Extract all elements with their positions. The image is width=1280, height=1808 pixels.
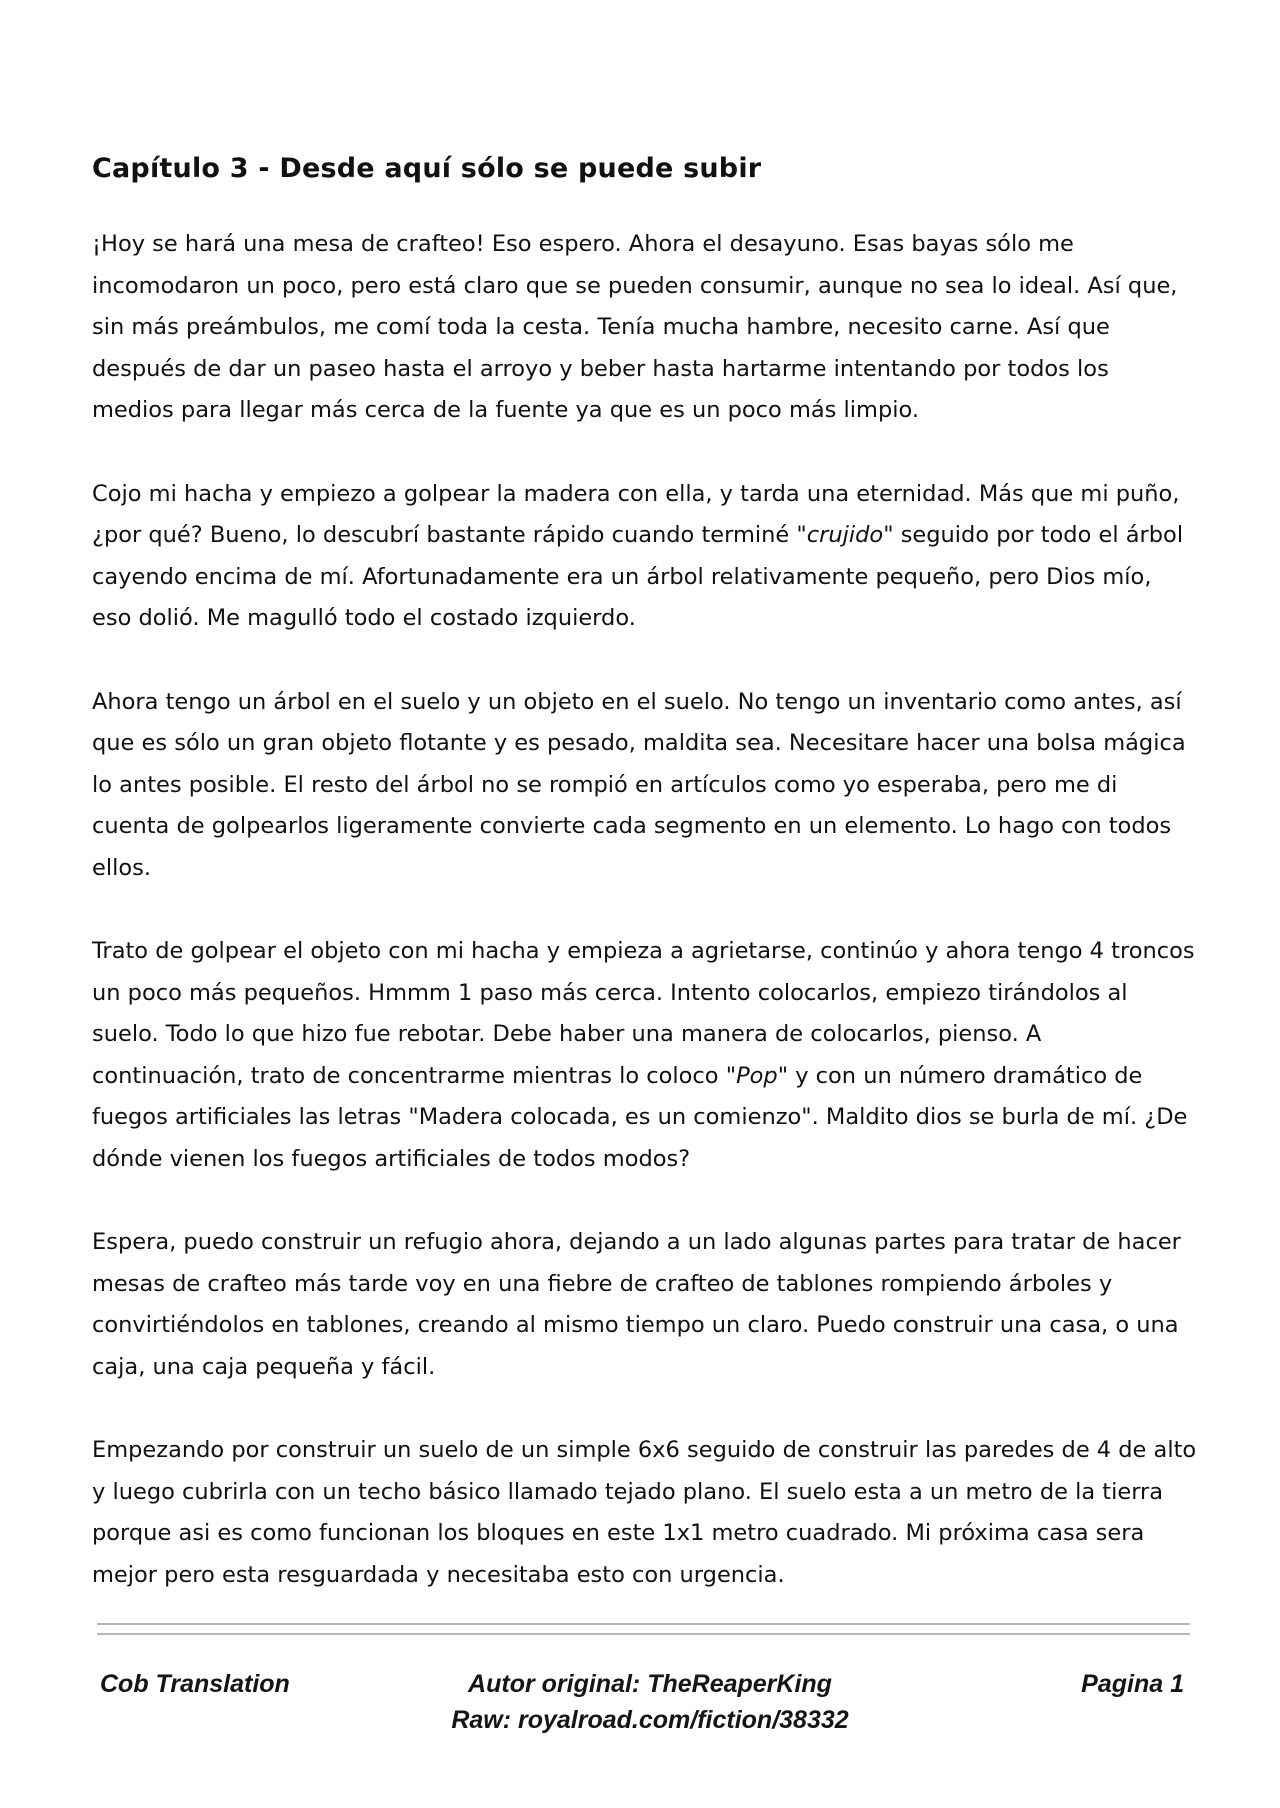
paragraph-4-italic-word: Pop <box>736 1062 778 1089</box>
paragraph-2-italic-word: crujido <box>806 522 884 549</box>
paragraph-6: Empezando por construir un suelo de un simple 6x6 seguido de construir las paredes de 4 de alto y luego cubrirla con un techo básico llamado tejado plano. El suelo esta a un metro de la tierra porque asi es como funcionan los bloques en este 1x1 metro cuadrado. Mi próxima casa sera mejor pero esta resguardada y necesitaba esto con urgencia. <box>92 1437 1197 1588</box>
paragraph-2 <box>92 474 1197 640</box>
footer-translator: Cob Translation <box>100 1670 290 1698</box>
paragraph-4 <box>92 931 1197 1181</box>
paragraph-4-text-after: " y con un número dramático de fuegos artificiales las letras "Madera colocada, es un comienzo". Maldito dios se burla de mí. ¿De dónde vienen los fuegos artificiales de todos modos? <box>92 1062 1188 1173</box>
paragraph-2-text-before: Cojo mi hacha y empiezo a golpear la madera con ella, y tarda una eternidad. Más que mi puño, ¿por qué? Bueno, lo descubrí bastante rápido cuando terminé " <box>92 480 1180 549</box>
paragraph-2-text-after: " seguido por todo el árbol cayendo encima de mí. Afortunadamente era un árbol relativamente pequeño, pero Dios mío, eso dolió. Me magulló todo el costado izquierdo. <box>92 522 1184 632</box>
paragraph-4-text-before: Trato de golpear el objeto con mi hacha y empieza a agrietarse, continúo y ahora tengo 4 troncos un poco más pequeños. Hmmm 1 paso más cerca. Intento colocarlos, empiezo tirándolos al suelo. Todo lo que hizo fue rebotar. Debe haber una manera de colocarlos, pienso. A continuación, trato de concentrarme mientras lo coloco " <box>92 938 1195 1089</box>
footer-page-number: Pagina 1 <box>1081 1670 1184 1698</box>
footer-raw-source: Raw: royalroad.com/fiction/38332 <box>451 1706 849 1734</box>
paragraph-1: ¡Hoy se hará una mesa de crafteo! Eso espero. Ahora el desayuno. Esas bayas sólo me incomodaron un poco, pero está claro que se pueden consumir, aunque no sea lo ideal. Así que, sin más preámbulos, me comí toda la cesta. Tenía mucha hambre, necesito carne. Así que después de dar un paseo hasta el arroyo y beber hasta hartarme intentando por todos los medios para llegar más cerca de la fuente ya que es un poco más limpio. <box>92 231 1178 424</box>
footer-original-author: Autor original: TheReaperKing <box>468 1670 832 1698</box>
paragraph-5: Espera, puedo construir un refugio ahora, dejando a un lado algunas partes para tratar de hacer mesas de crafteo más tarde voy en una fiebre de crafteo de tablones rompiendo árboles y convirtiéndolos en tablones, creando al mismo tiempo un claro. Puedo construir una casa, o una caja, una caja pequeña y fácil. <box>92 1229 1181 1381</box>
paragraph-3: Ahora tengo un árbol en el suelo y un objeto en el suelo. No tengo un inventario como antes, así que es sólo un gran objeto flotante y es pesado, maldita sea. Necesitare hacer una bolsa mágica lo antes posible. El resto del árbol no se rompió en artículos como yo esperaba, pero me di cuenta de golpearlos ligeramente convierte cada segmento en un elemento. Lo hago con todos ellos. <box>92 688 1186 881</box>
document-body <box>92 150 1197 1638</box>
footer-divider-bottom <box>97 1633 1190 1635</box>
chapter-title: Capítulo 3 - Desde aquí sólo se puede subir <box>92 153 762 184</box>
footer-divider-top <box>97 1623 1190 1625</box>
